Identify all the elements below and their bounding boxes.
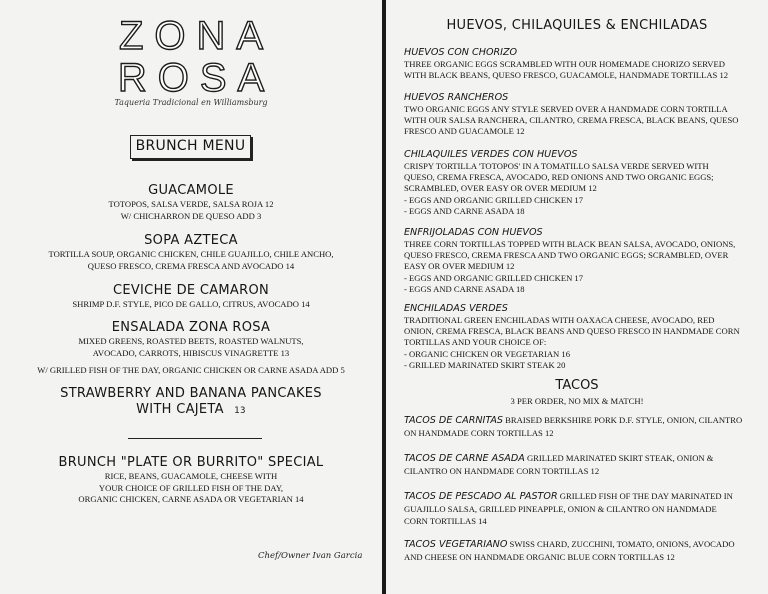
item-line: TORTILLA SOUP, ORGANIC CHICKEN, CHILE GUAJILLO, CHILE ANCHO,: [48, 249, 334, 259]
left-menu-page: [0, 0, 382, 594]
item-line: FRESCO AND GUACAMOLE 12: [404, 126, 525, 137]
taco-line: ON HANDMADE CORN TORTILLAS 12: [404, 428, 554, 438]
taco-carnitas: [404, 414, 754, 439]
logo-word-rosa: ROSA: [117, 56, 276, 100]
section-title: BRUNCH "PLATE OR BURRITO" SPECIAL: [58, 455, 324, 470]
taco-carne-asada: [404, 452, 754, 477]
item-name: HUEVOS CON CHORIZO: [404, 47, 518, 58]
item-line: SHRIMP D.F. STYLE, PICO DE GALLO, CITRUS, AVOCADO 14: [72, 299, 310, 309]
section-sopa-azteca: [0, 233, 382, 272]
section-ceviche: [0, 283, 382, 311]
item-line: W/ CHICHARRON DE QUESO ADD 3: [120, 210, 262, 221]
taco-desc: BRAISED BERKSHIRE PORK D.F. STYLE, ONION, CILANTRO: [505, 415, 743, 425]
section-title: GUACAMOLE: [148, 183, 234, 198]
item-line: WITH BLACK BEANS, QUESO FRESCO, GUACAMOLE, HANDMADE TORTILLAS 12: [404, 70, 729, 81]
item-line: - ORGANIC CHICKEN OR VEGETARIAN 16: [404, 348, 571, 359]
taco-first-line: [404, 452, 754, 465]
taco-desc: GRILLED MARINATED SKIRT STEAK, ONION &: [526, 453, 714, 463]
menu-item-enfrijoladas: [404, 226, 754, 295]
item-line: - EGGS AND CARNE ASADA 18: [404, 283, 525, 294]
item-line: ONION, CREMA FRESCA, BLACK BEANS AND QUESO FRESCO IN HANDMADE CORN: [404, 326, 740, 337]
logo-tagline: Taqueria Tradicional en Williamsburg: [114, 98, 268, 107]
chef-signature: Chef/Owner Ivan Garcia: [258, 551, 363, 561]
item-name: ENCHILADAS VERDES: [404, 303, 508, 314]
taco-line: AND CHEESE ON HANDMADE ORGANIC BLUE CORN TORTILLAS 12: [404, 552, 675, 562]
section-ensalada: [0, 320, 382, 377]
divider: [128, 438, 262, 439]
item-name: ENFRIJOLADAS CON HUEVOS: [404, 227, 543, 238]
logo-word-zona: ZONA: [118, 14, 275, 58]
taco-line: GUAJILLO SALSA, GRILLED PINEAPPLE, ONION & CILANTRO ON HANDMADE: [404, 504, 717, 514]
section-title-line2: WITH CAJETA: [136, 402, 224, 417]
taco-desc: GRILLED FISH OF THE DAY MARINATED IN: [559, 491, 733, 501]
taco-first-line: [404, 490, 754, 503]
taco-desc: SWISS CHARD, ZUCCHINI, TOMATO, ONIONS, AVOCADO: [509, 539, 735, 549]
tacos-title: TACOS: [555, 378, 599, 393]
item-name: CHILAQUILES VERDES CON HUEVOS: [404, 149, 578, 160]
section-brunch-special: [0, 455, 382, 506]
item-line: AVOCADO, CARROTS, HIBISCUS VINAGRETTE 13: [92, 347, 290, 358]
taco-line: CILANTRO ON HANDMADE CORN TORTILLAS 12: [404, 466, 600, 476]
item-line: TWO ORGANIC EGGS ANY STYLE SERVED OVER A HANDMADE CORN TORTILLA: [404, 104, 728, 114]
item-line: TOTOPOS, SALSA VERDE, SALSA ROJA 12: [108, 199, 274, 209]
menu-item-huevos-rancheros: [404, 91, 754, 138]
taco-vegetariano: [404, 538, 754, 563]
item-line: WITH OUR SALSA RANCHERA, CILANTRO, CREMA FRESCA, BLACK BEANS, QUESO: [404, 115, 739, 126]
item-line: QUESO FRESCO, CREMA FRESCA AND TWO ORGANIC EGGS; SCRAMBLED, OVER: [404, 250, 729, 261]
section-title: ENSALADA ZONA ROSA: [111, 320, 271, 335]
item-line: YOUR CHOICE OF GRILLED FISH OF THE DAY,: [98, 482, 284, 493]
brunch-menu-title: BRUNCH MENU: [130, 135, 251, 159]
menu-item-huevos-chorizo: [404, 46, 754, 81]
taco-name: TACOS DE CARNE ASADA: [404, 453, 525, 464]
item-line: QUESO FRESCO, CREMA FRESCA AND AVOCADO 14: [87, 260, 295, 271]
item-line: TORTILLAS AND YOUR CHOICE OF:: [404, 337, 547, 348]
taco-first-line: [404, 538, 754, 551]
section-title: CEVICHE DE CAMARON: [112, 283, 270, 298]
taco-first-line: [404, 414, 754, 427]
page-title: HUEVOS, CHILAQUILES & ENCHILADAS: [446, 18, 708, 33]
menu-item-chilaquiles: [404, 148, 754, 217]
item-line: W/ GRILLED FISH OF THE DAY, ORGANIC CHICKEN OR CARNE ASADA ADD 5: [37, 365, 345, 375]
item-name: HUEVOS RANCHEROS: [404, 92, 509, 103]
taco-pescado: [404, 490, 754, 527]
section-guacamole: [0, 183, 382, 222]
item-line: EASY OR OVER MEDIUM 12: [404, 261, 515, 272]
item-line: - GRILLED MARINATED SKIRT STEAK 20: [404, 359, 566, 370]
right-menu-page: [386, 0, 768, 594]
menu-item-enchiladas-verdes: [404, 302, 754, 371]
item-line: ORGANIC CHICKEN, CARNE ASADA OR VEGETARIAN 14: [78, 494, 304, 504]
section-title: STRAWBERRY AND BANANA PANCAKES: [60, 386, 322, 401]
section-title-cont: [0, 402, 382, 418]
item-line: QUESO, CREMA FRESCA, AVOCADO, RED ONIONS AND TWO ORGANIC EGGS;: [404, 172, 714, 183]
item-line: THREE CORN TORTILLAS TOPPED WITH BLACK BEAN SALSA, AVOCADO, ONIONS,: [404, 239, 736, 249]
item-line: - EGGS AND ORGANIC GRILLED CHICKEN 17: [404, 194, 584, 205]
tacos-subtitle: 3 PER ORDER, NO MIX & MATCH!: [510, 396, 644, 406]
item-price: 13: [234, 406, 246, 416]
item-line: RICE, BEANS, GUACAMOLE, CHEESE WITH: [104, 471, 278, 481]
taco-name: TACOS DE CARNITAS: [404, 415, 503, 426]
item-line: - EGGS AND CARNE ASADA 18: [404, 205, 525, 216]
item-line: MIXED GREENS, ROASTED BEETS, ROASTED WALNUTS,: [78, 336, 304, 346]
item-line: TRADITIONAL GREEN ENCHILADAS WITH OAXACA CHEESE, AVOCADO, RED: [404, 315, 715, 325]
item-line: THREE ORGANIC EGGS SCRAMBLED WITH OUR HOMEMADE CHORIZO SERVED: [404, 59, 725, 69]
taco-line: CORN TORTILLAS 14: [404, 516, 487, 526]
taco-name: TACOS DE PESCADO AL PASTOR: [404, 491, 558, 502]
section-title: SOPA AZTECA: [144, 233, 238, 248]
item-line: - EGGS AND ORGANIC GRILLED CHICKEN 17: [404, 272, 584, 283]
item-line: CRISPY TORTILLA 'TOTOPOS' IN A TOMATILLO SALSA VERDE SERVED WITH: [404, 161, 709, 171]
taco-name: TACOS VEGETARIANO: [404, 539, 508, 550]
section-pancakes: [0, 386, 382, 418]
item-line: SCRAMBLED, OVER EASY OR OVER MEDIUM 12: [404, 183, 597, 194]
